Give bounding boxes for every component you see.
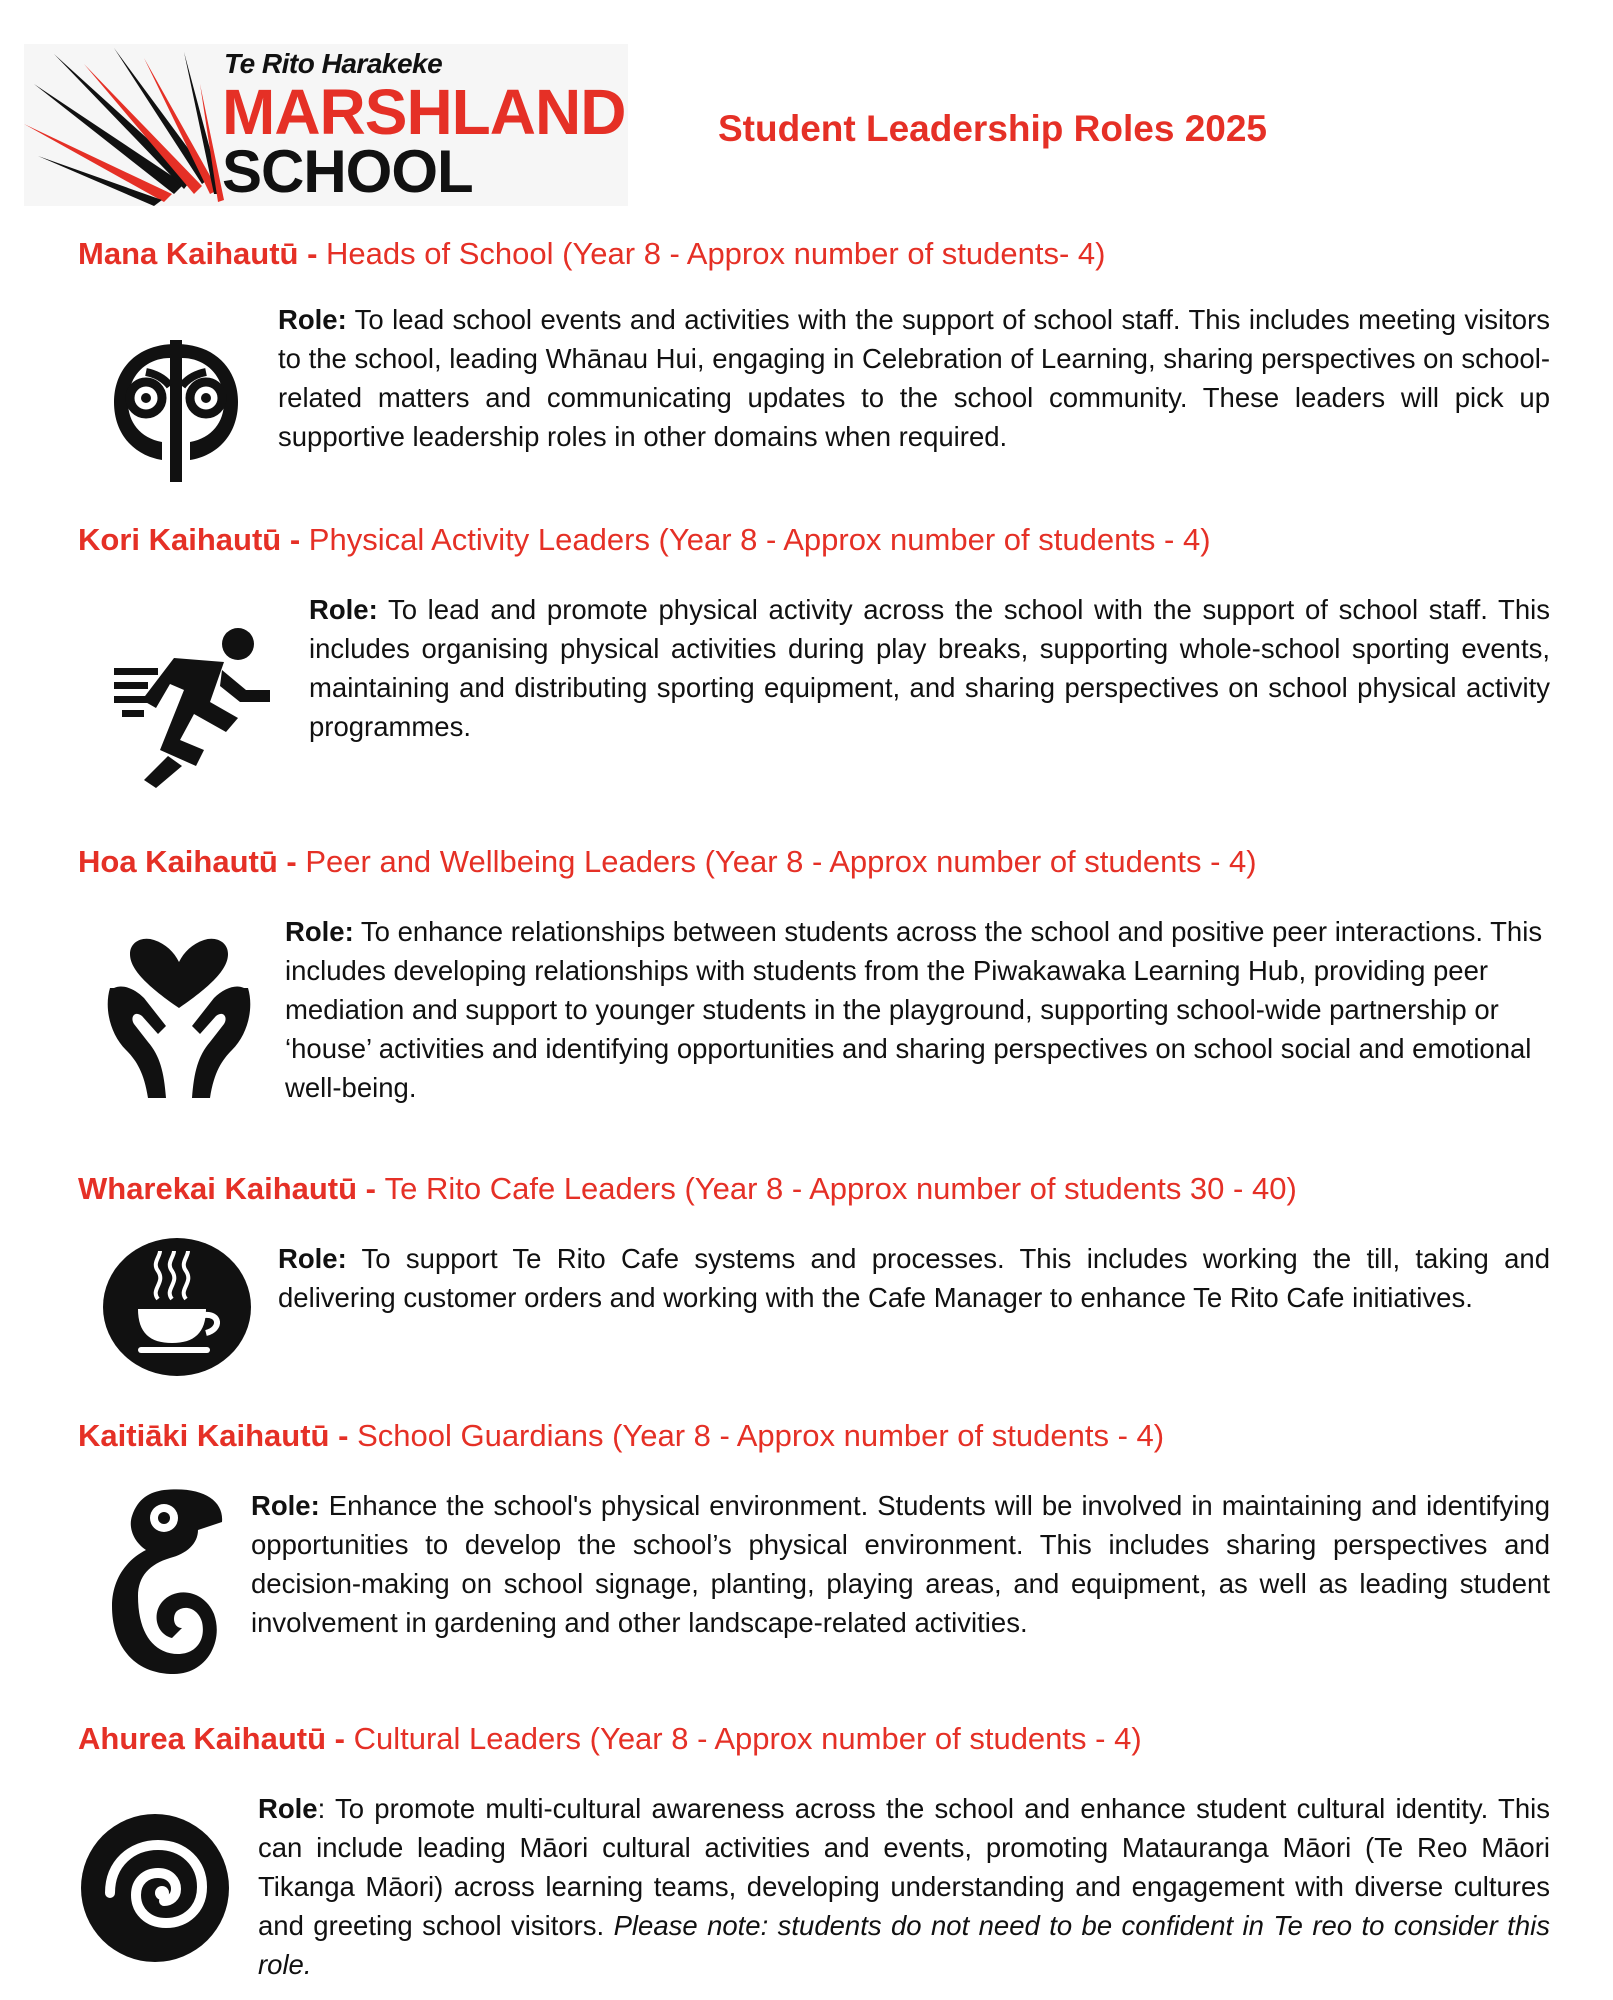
- logo-school-name-line1: MARSHLAND: [222, 76, 626, 148]
- coffee-cup-icon: [102, 1237, 252, 1377]
- section-heading: [78, 522, 1211, 558]
- role-label: Role:: [285, 916, 354, 947]
- role-description: [309, 590, 1550, 746]
- running-person-icon: [114, 628, 274, 788]
- role-label: Role:: [309, 594, 378, 625]
- manaia-icon: [106, 1486, 226, 1676]
- maori-title: Wharekai Kaihautū: [78, 1171, 358, 1206]
- section-heading: [78, 844, 1257, 880]
- role-description: [251, 1486, 1550, 1642]
- heading-separator: -: [326, 1721, 354, 1756]
- page-title: Student Leadership Roles 2025: [718, 108, 1268, 149]
- school-logo: [24, 44, 628, 206]
- heading-separator: -: [329, 1418, 358, 1453]
- heading-separator: -: [298, 236, 327, 271]
- role-label: Role:: [278, 1243, 347, 1274]
- english-title: Te Rito Cafe Leaders (Year 8 - Approx number of students 30 - 40): [384, 1171, 1297, 1206]
- koru-spiral-icon: [80, 1813, 230, 1963]
- role-text: To lead and promote physical activity across the school with the support of school staff. This includes organising physical activities during play breaks, supporting whole-school sporting events, maintaining and distributing sporting equipment, and sharing perspectives on school physical activity programmes.: [309, 594, 1550, 742]
- logo-subtitle: Te Rito Harakeke: [224, 48, 443, 79]
- role-label: Role:: [278, 304, 347, 335]
- brain-koru-icon: [106, 332, 246, 482]
- role-description: [278, 1239, 1550, 1317]
- maori-title: Hoa Kaihautū: [78, 844, 278, 879]
- heading-separator: -: [281, 522, 309, 557]
- maori-title: Kori Kaihautū: [78, 522, 282, 557]
- role-text: To support Te Rito Cafe systems and processes. This includes working the till, taking and delivering customer orders and working with the Cafe Manager to enhance Te Rito Cafe initiatives.: [278, 1243, 1550, 1313]
- role-description: [258, 1789, 1550, 1984]
- english-title: Physical Activity Leaders (Year 8 - Approx number of students - 4): [308, 522, 1211, 557]
- page-header: [0, 0, 1613, 210]
- harakeke-logo-icon: [24, 44, 224, 206]
- logo-school-name-line2: SCHOOL: [222, 138, 473, 205]
- maori-title: Kaitiāki Kaihautū: [78, 1418, 330, 1453]
- section-heading: [78, 1171, 1297, 1207]
- role-note: Please note: students do not need to be confident in Te reo to consider this role.: [258, 1910, 1550, 1980]
- section-heading: [78, 236, 1105, 272]
- english-title: Cultural Leaders (Year 8 - Approx number of students - 4): [353, 1721, 1142, 1756]
- role-description: [278, 300, 1550, 456]
- heading-separator: -: [357, 1171, 385, 1206]
- section-heading: [78, 1721, 1142, 1757]
- section-heading: [78, 1418, 1164, 1454]
- maori-title: Mana Kaihautū: [78, 236, 299, 271]
- role-description: [285, 912, 1550, 1107]
- role-label: Role:: [251, 1490, 320, 1521]
- role-label: Role: [258, 1793, 318, 1824]
- heading-separator: -: [277, 844, 306, 879]
- heart-hands-icon: [104, 938, 254, 1098]
- role-text: To enhance relationships between students across the school and positive peer interactions. This includes developing relationships with students from the Piwakawaka Learning Hub, providing peer mediation and support to younger students in the playground, supporting school-wide partnership or ‘house’ activities and identifying opportunities and sharing perspectives on school social and emotional well-being.: [285, 916, 1543, 1103]
- english-title: Heads of School (Year 8 - Approx number of students- 4): [326, 236, 1106, 271]
- role-text: To lead school events and activities with the support of school staff. This includes meeting visitors to the school, leading Whānau Hui, engaging in Celebration of Learning, sharing perspectives on school-related matters and communicating updates to the school community. These leaders will pick up supportive leadership roles in other domains when required.: [278, 304, 1550, 452]
- english-title: School Guardians (Year 8 - Approx number of students - 4): [357, 1418, 1165, 1453]
- maori-title: Ahurea Kaihautū: [78, 1721, 327, 1756]
- role-text: Enhance the school's physical environment. Students will be involved in maintaining and identifying opportunities to develop the school’s physical environment. This includes sharing perspectives and decision-making on school signage, planting, playing areas, and equipment, as well as leading student involvement in gardening and other landscape-related activities.: [251, 1490, 1550, 1638]
- role-text: : To promote multi-cultural awareness across the school and enhance student cultural identity. This can include leading Māori cultural activities and events, promoting Matauranga Māori (Te Reo Māori Tikanga Māori) across learning teams, developing understanding and engagement with diverse cultures and greeting school visitors.: [258, 1793, 1550, 1941]
- english-title: Peer and Wellbeing Leaders (Year 8 - Approx number of students - 4): [305, 844, 1257, 879]
